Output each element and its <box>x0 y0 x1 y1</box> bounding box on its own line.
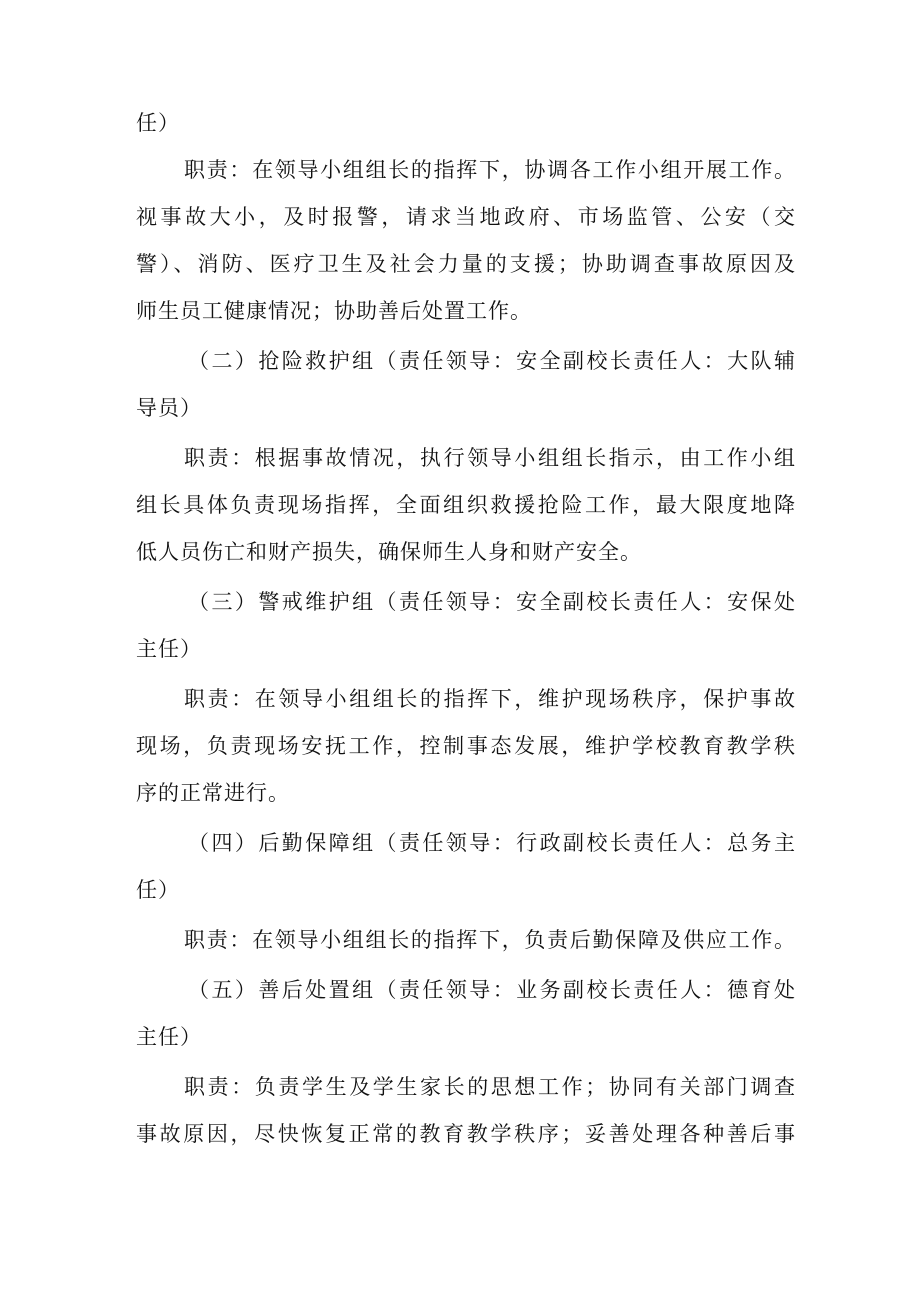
text-line: 任） <box>136 111 180 135</box>
text-line: 主任） <box>136 1025 202 1049</box>
text-line: 现场，负责现场安抚工作，控制事态发展，维护学校教育教学秩 <box>136 734 796 758</box>
text-line: 职责：在领导小组组长的指挥下，维护现场秩序，保护事故 <box>184 687 796 711</box>
text-line: 师生员工健康情况；协助善后处置工作。 <box>136 299 532 323</box>
text-line: 任） <box>136 878 180 902</box>
text-line: 警）、消防、医疗卫生及社会力量的支援；协助调查事故原因及 <box>136 252 796 276</box>
text-line: 组长具体负责现场指挥，全面组织救援抢险工作，最大限度地降 <box>136 493 796 517</box>
text-line: 序的正常进行。 <box>136 781 290 805</box>
section-heading: （二）抢险救护组（责任领导：安全副校长责任人：大队辅 <box>188 349 796 373</box>
text-line: 导员） <box>136 396 202 420</box>
section-heading: （三）警戒维护组（责任领导：安全副校长责任人：安保处 <box>188 590 796 614</box>
section-heading: （五）善后处置组（责任领导：业务副校长责任人：德育处 <box>188 978 796 1002</box>
text-line: 视事故大小，及时报警，请求当地政府、市场监管、公安（交 <box>136 205 796 229</box>
text-line: 职责：根据事故情况，执行领导小组组长指示，由工作小组 <box>184 446 796 470</box>
text-line: 职责：在领导小组组长的指挥下，负责后勤保障及供应工作。 <box>184 928 796 952</box>
text-line: 主任） <box>136 637 202 661</box>
text-line: 低人员伤亡和财产损失，确保师生人身和财产安全。 <box>136 540 642 564</box>
text-line: 职责：在领导小组组长的指挥下，协调各工作小组开展工作。 <box>184 158 796 182</box>
section-heading: （四）后勤保障组（责任领导：行政副校长责任人：总务主 <box>188 831 796 855</box>
text-line: 职责：负责学生及学生家长的思想工作；协同有关部门调查 <box>184 1075 796 1099</box>
text-line: 事故原因，尽快恢复正常的教育教学秩序；妥善处理各种善后事 <box>136 1122 796 1146</box>
